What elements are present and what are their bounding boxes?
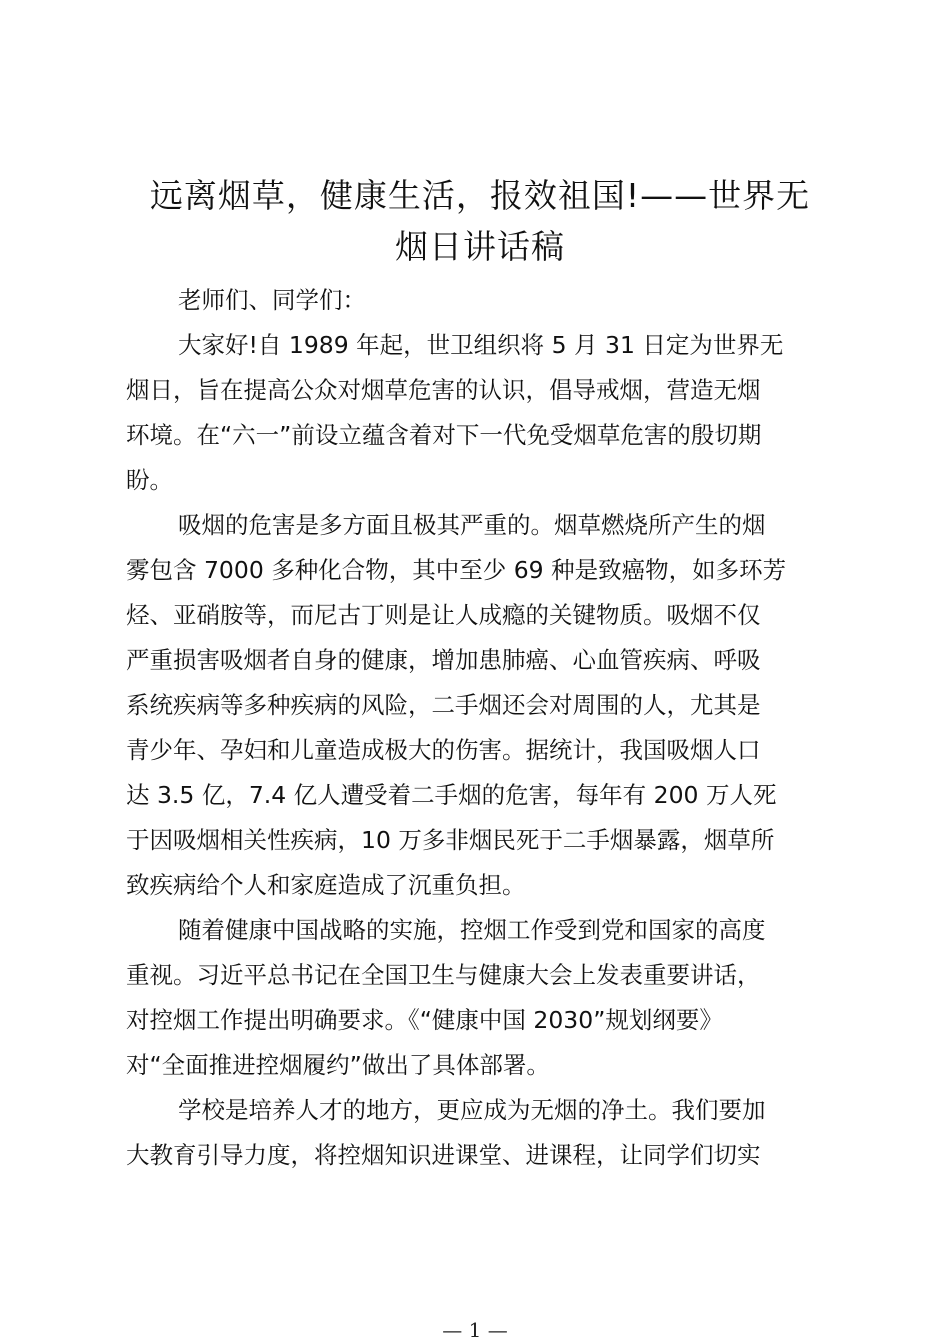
paragraph-3-line-3: 对控烟工作提出明确要求。《“健康中国 2030”规划纲要》 [126, 1006, 723, 1034]
title-line-1: 远离烟草，健康生活，报效祖国!——世界无 [149, 176, 811, 215]
paragraph-2-line-8: 于因吸烟相关性疾病，10 万多非烟民死于二手烟暴露，烟草所 [126, 826, 775, 854]
paragraph-3-line-4: 对“全面推进控烟履约”做出了具体部署。 [126, 1051, 550, 1079]
paragraph-3-line-1: 随着健康中国战略的实施，控烟工作受到党和国家的高度 [178, 916, 766, 944]
paragraph-1-line-2: 烟日，旨在提高公众对烟草危害的认识，倡导戒烟，营造无烟 [126, 376, 761, 404]
paragraph-1-line-3: 环境。在“六一”前设立蕴含着对下一代免受烟草危害的殷切期 [126, 421, 762, 449]
paragraph-3-line-2: 重视。习近平总书记在全国卫生与健康大会上发表重要讲话， [126, 961, 761, 989]
paragraph-4-line-2: 大教育引导力度，将控烟知识进课堂、进课程，让同学们切实 [126, 1141, 761, 1169]
paragraph-2-line-5: 系统疾病等多种疾病的风险，二手烟还会对周围的人，尤其是 [126, 691, 761, 719]
page-number: — 1 — [442, 1318, 508, 1342]
document-title [130, 170, 830, 272]
paragraph-1-line-1: 大家好!自 1989 年起，世卫组织将 5 月 31 日定为世界无 [178, 331, 784, 359]
paragraph-2-line-1: 吸烟的危害是多方面且极其严重的。烟草燃烧所产生的烟 [178, 511, 766, 539]
document-body [126, 278, 828, 1178]
paragraph-1-line-4: 盼。 [126, 466, 173, 494]
paragraph-2-line-9: 致疾病给个人和家庭造成了沉重负担。 [126, 871, 526, 899]
paragraph-2-line-3: 烃、亚硝胺等，而尼古丁则是让人成瘾的关键物质。吸烟不仅 [126, 601, 761, 629]
paragraph-4-line-1: 学校是培养人才的地方，更应成为无烟的净土。我们要加 [178, 1096, 766, 1124]
paragraph-2-line-2: 雾包含 7000 多种化合物，其中至少 69 种是致癌物，如多环芳 [126, 556, 787, 584]
title-line-2: 烟日讲话稿 [395, 227, 565, 266]
paragraph-2-line-6: 青少年、孕妇和儿童造成极大的伤害。据统计，我国吸烟人口 [126, 736, 761, 764]
salutation-line: 老师们、同学们： [178, 286, 366, 314]
paragraph-2-line-4: 严重损害吸烟者自身的健康，增加患肺癌、心血管疾病、呼吸 [126, 646, 761, 674]
paragraph-2-line-7: 达 3.5 亿，7.4 亿人遭受着二手烟的危害，每年有 200 万人死 [126, 781, 777, 809]
